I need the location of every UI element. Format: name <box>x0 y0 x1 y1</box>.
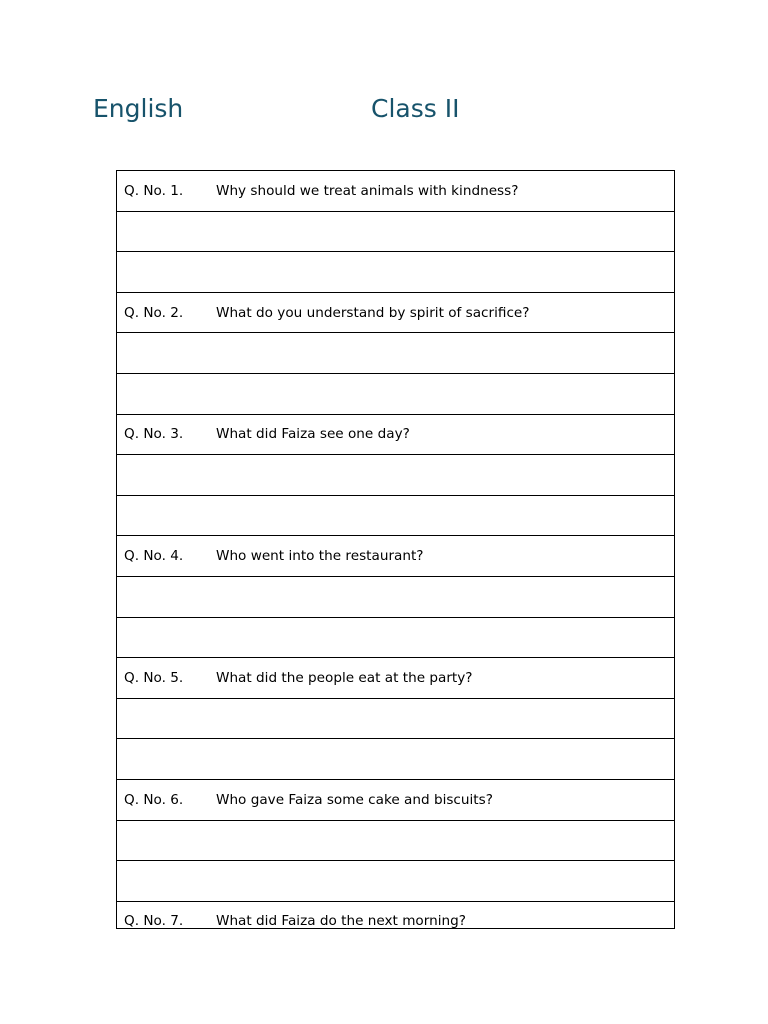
answer-line[interactable] <box>117 333 674 374</box>
class-title: Class II <box>371 94 460 123</box>
question-text: Why should we treat animals with kindness? <box>216 182 519 199</box>
question-row <box>117 902 674 929</box>
question-row <box>117 415 674 456</box>
answer-line[interactable] <box>117 455 674 496</box>
question-row <box>117 536 674 577</box>
question-row <box>117 171 674 212</box>
question-number: Q. No. 5. <box>124 669 184 686</box>
question-answer-table <box>116 170 675 929</box>
question-text: What do you understand by spirit of sacrifice? <box>216 304 530 321</box>
question-row <box>117 658 674 699</box>
question-number: Q. No. 1. <box>124 182 184 199</box>
answer-line[interactable] <box>117 577 674 618</box>
question-number: Q. No. 6. <box>124 791 184 808</box>
answer-line[interactable] <box>117 496 674 537</box>
answer-line[interactable] <box>117 861 674 902</box>
question-row <box>117 780 674 821</box>
answer-line[interactable] <box>117 252 674 293</box>
question-number: Q. No. 2. <box>124 304 184 321</box>
question-text: Who went into the restaurant? <box>216 548 424 565</box>
answer-line[interactable] <box>117 821 674 862</box>
question-text: What did Faiza do the next morning? <box>216 913 466 929</box>
answer-line[interactable] <box>117 618 674 659</box>
question-text: What did the people eat at the party? <box>216 669 473 686</box>
answer-line[interactable] <box>117 374 674 415</box>
question-row <box>117 293 674 334</box>
question-number: Q. No. 7. <box>124 913 184 929</box>
subject-title: English <box>93 94 184 123</box>
question-text: Who gave Faiza some cake and biscuits? <box>216 791 493 808</box>
answer-line[interactable] <box>117 212 674 253</box>
question-number: Q. No. 4. <box>124 548 184 565</box>
question-text: What did Faiza see one day? <box>216 426 410 443</box>
answer-line[interactable] <box>117 739 674 780</box>
question-number: Q. No. 3. <box>124 426 184 443</box>
answer-line[interactable] <box>117 699 674 740</box>
